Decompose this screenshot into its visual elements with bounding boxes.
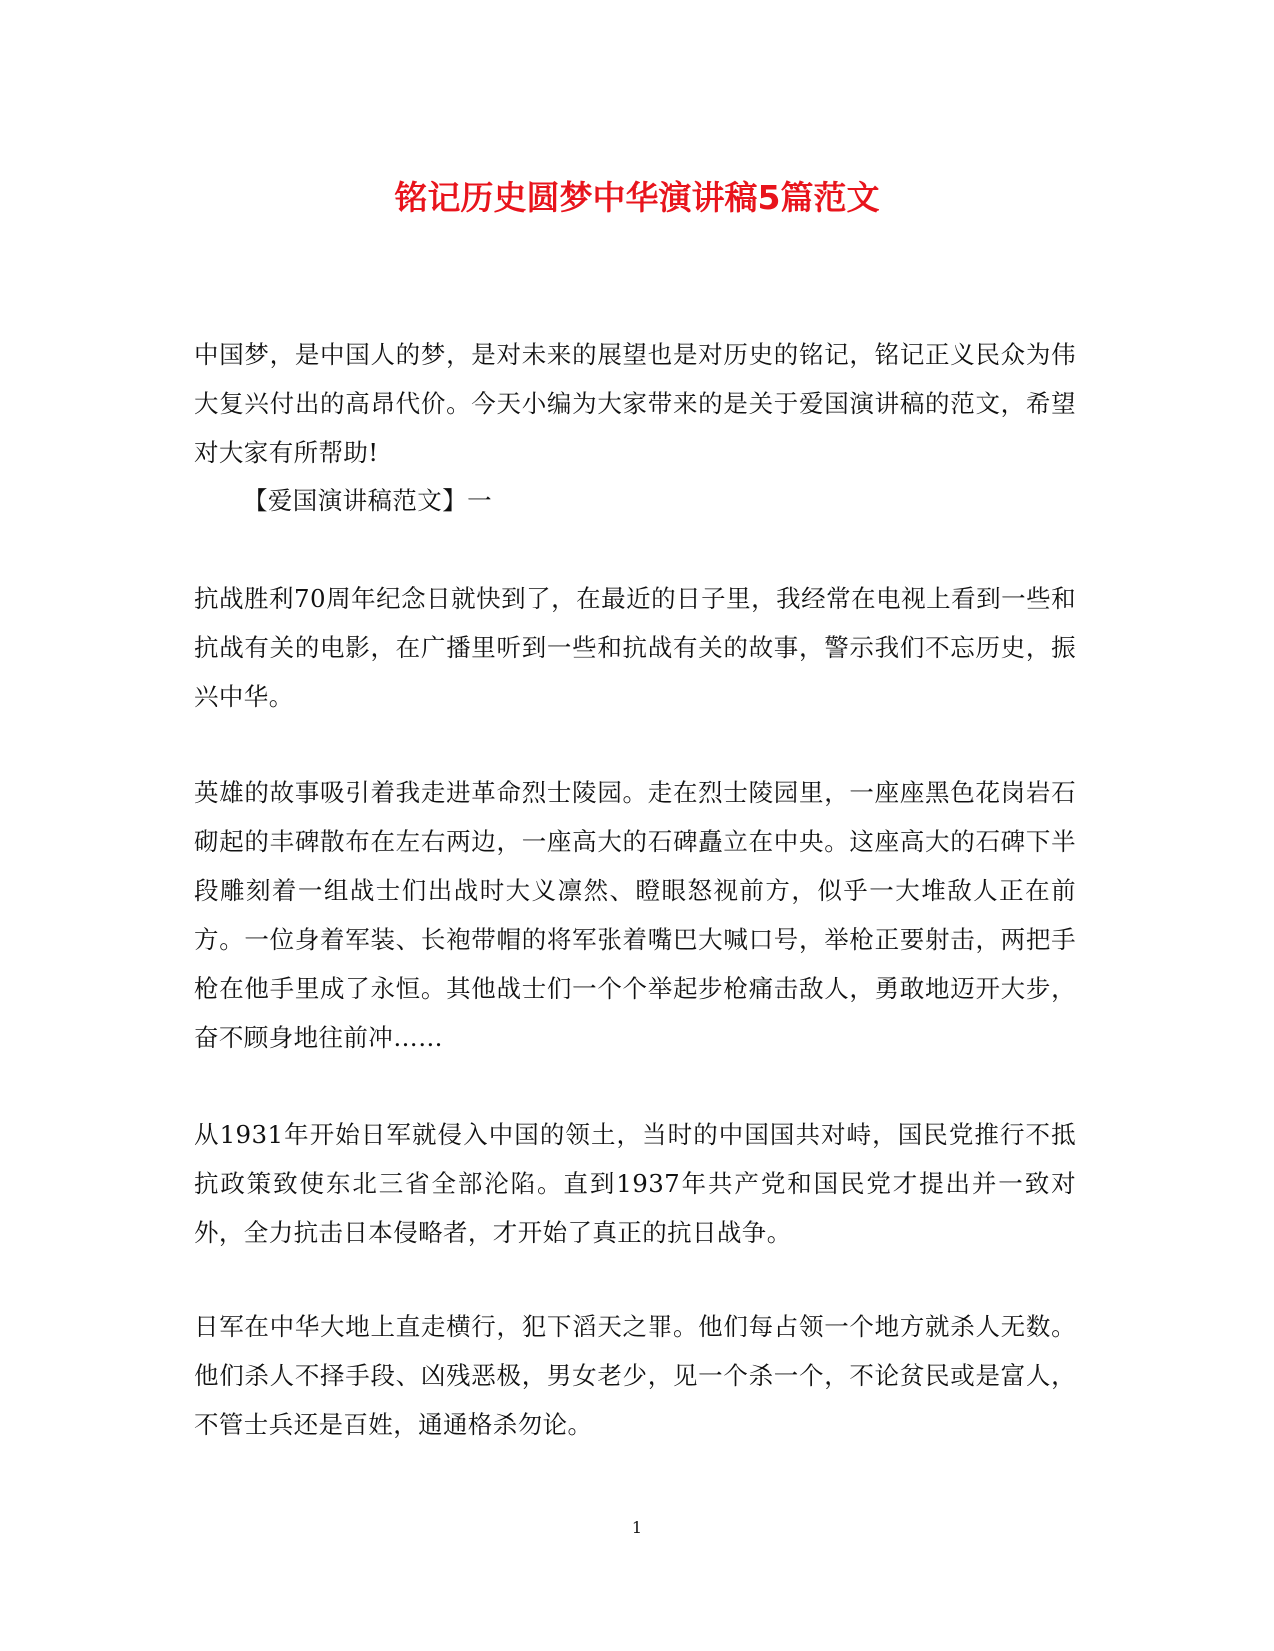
section-heading: 【爱国演讲稿范文】一 bbox=[243, 486, 492, 515]
page-number: 1 bbox=[631, 1518, 643, 1537]
body-paragraph-3: 从1931年开始日军就侵入中国的领土，当时的中国国共对峙，国民党推行不抵抗政策致使东北三省全部沦陷。直到1937年共产党和国民党才提出并一致对外，全力抗击日本侵略者，才开始了真正的抗日战争。 bbox=[194, 1120, 1076, 1247]
document-title: 铭记历史圆梦中华演讲稿5篇范文 bbox=[394, 178, 880, 217]
body-paragraph-4: 日军在中华大地上直走横行，犯下滔天之罪。他们每占领一个地方就杀人无数。他们杀人不择手段、凶残恶极，男女老少，见一个杀一个，不论贫民或是富人，不管士兵还是百姓，通通格杀勿论。 bbox=[194, 1312, 1076, 1439]
body-paragraph-1: 抗战胜利70周年纪念日就快到了，在最近的日子里，我经常在电视上看到一些和抗战有关的电影，在广播里听到一些和抗战有关的故事，警示我们不忘历史，振兴中华。 bbox=[194, 584, 1076, 711]
intro-paragraph: 中国梦，是中国人的梦，是对未来的展望也是对历史的铭记，铭记正义民众为伟大复兴付出的高昂代价。今天小编为大家带来的是关于爱国演讲稿的范文，希望对大家有所帮助! bbox=[194, 340, 1076, 467]
body-paragraph-2: 英雄的故事吸引着我走进革命烈士陵园。走在烈士陵园里，一座座黑色花岗岩石砌起的丰碑散布在左右两边，一座高大的石碑矗立在中央。这座高大的石碑下半段雕刻着一组战士们出战时大义凛然、瞪眼怒视前方，似乎一大堆敌人正在前方。一位身着军装、长袍带帽的将军张着嘴巴大喊口号，举枪正要射击，两把手枪在他手里成了永恒。其他战士们一个个举起步枪痛击敌人，勇敢地迈开大步，奋不顾身地往前冲…… bbox=[194, 778, 1076, 1052]
